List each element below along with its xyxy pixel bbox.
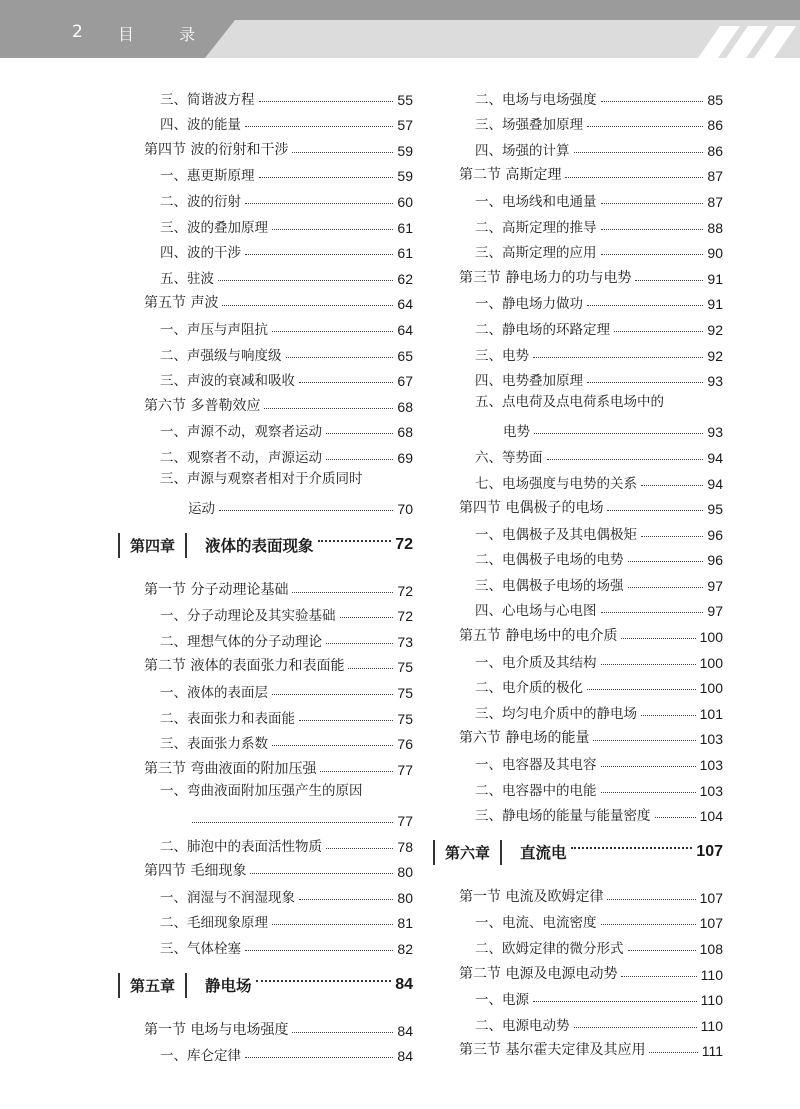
toc-entry <box>443 108 723 134</box>
chapter-heading <box>118 524 413 566</box>
dot-leader <box>628 561 704 562</box>
toc-entry <box>128 880 413 906</box>
entry-title: 一、电容器及其电容 <box>475 757 597 774</box>
page-number: 104 <box>699 808 723 825</box>
toc-entry <box>443 312 723 338</box>
toc-entry <box>443 364 723 390</box>
dot-leader <box>621 976 696 977</box>
dot-leader <box>587 305 703 306</box>
page-number: 107 <box>699 915 723 932</box>
dot-leader <box>326 643 393 644</box>
toc-entry <box>443 133 723 159</box>
chapter-title: 液体的表面现象 <box>205 537 314 556</box>
dot-leader <box>256 980 392 982</box>
entry-title: 一、分子动理论及其实验基础 <box>160 608 336 625</box>
page-number: 55 <box>397 91 413 108</box>
entry-title: 一、声源不动，观察者运动 <box>160 424 322 441</box>
dot-leader <box>641 715 696 716</box>
toc-entry <box>128 364 413 390</box>
page-number: 73 <box>397 633 413 650</box>
entry-title: 第六节 静电场的能量 <box>459 730 590 747</box>
dot-leader <box>574 1027 697 1028</box>
entry-title: 三、高斯定理的应用 <box>475 245 597 262</box>
page-number: 57 <box>397 117 413 134</box>
toc-entry-wrapped: 三、声源与观察者相对于介质同时 <box>160 470 363 487</box>
dot-leader <box>259 177 394 178</box>
page-number: 67 <box>397 373 413 390</box>
dot-leader <box>292 1032 393 1033</box>
page-number: 92 <box>707 347 723 364</box>
entry-title: 一、惠更斯原理 <box>160 168 255 185</box>
dot-leader <box>534 433 703 434</box>
toc-entry <box>443 415 723 441</box>
page-number: 69 <box>397 449 413 466</box>
page-number: 2 <box>72 22 83 42</box>
entry-title: 第三节 弯曲液面的附加压强 <box>144 760 317 777</box>
dot-leader <box>571 847 693 849</box>
dot-leader <box>601 101 704 102</box>
toc-section <box>443 722 723 748</box>
dot-leader <box>245 126 393 127</box>
entry-title: 二、表面张力和表面能 <box>160 710 295 727</box>
dot-leader <box>286 357 394 358</box>
page-number: 80 <box>397 889 413 906</box>
dot-leader <box>272 694 393 695</box>
page-number: 91 <box>707 296 723 313</box>
page-number: 103 <box>699 757 723 774</box>
page-number: 87 <box>707 168 723 185</box>
dot-leader <box>264 408 393 409</box>
toc-entry <box>443 1008 723 1034</box>
dot-leader <box>272 924 393 925</box>
page-number: 64 <box>397 296 413 313</box>
entry-title: 四、波的干涉 <box>160 245 241 262</box>
entry-title: 三、静电场的能量与能量密度 <box>475 808 651 825</box>
dot-leader <box>587 689 696 690</box>
dot-leader <box>326 459 393 460</box>
dot-leader <box>192 822 393 823</box>
dot-leader <box>340 617 394 618</box>
entry-title: 运动 <box>188 501 215 518</box>
toc-entry <box>128 829 413 855</box>
toc-entry <box>443 543 723 569</box>
page-number: 86 <box>707 142 723 159</box>
entry-title: 一、润湿与不润湿现象 <box>160 889 295 906</box>
dot-leader <box>641 485 703 486</box>
toc-entry <box>443 747 723 773</box>
toc-entry <box>443 210 723 236</box>
dot-leader <box>292 152 393 153</box>
toc-entry <box>128 338 413 364</box>
dot-leader <box>326 848 393 849</box>
entry-title: 二、静电场的环路定理 <box>475 321 610 338</box>
page-number: 96 <box>707 552 723 569</box>
toc-entry <box>128 803 413 829</box>
toc-entry <box>128 675 413 701</box>
page-number: 110 <box>700 966 723 983</box>
entry-title: 三、声波的衰减和吸收 <box>160 373 295 390</box>
page-number: 59 <box>397 142 413 159</box>
entry-title: 第五节 静电场中的电介质 <box>459 628 618 645</box>
toc-entry <box>128 727 413 753</box>
page-number: 95 <box>707 501 723 518</box>
entry-title: 第四节 毛细现象 <box>144 863 247 880</box>
entry-title: 三、气体栓塞 <box>160 941 241 957</box>
entry-title: 一、声压与声阻抗 <box>160 321 268 338</box>
dot-leader <box>614 331 703 332</box>
entry-title: 第四节 波的衍射和干涉 <box>144 141 289 158</box>
page-number: 70 <box>397 501 413 518</box>
page-number: 97 <box>707 603 723 620</box>
entry-title: 一、电流、电流密度 <box>475 915 597 932</box>
entry-title: 一、静电场力做功 <box>475 296 583 313</box>
toc-section <box>128 650 413 676</box>
entry-title: 电势 <box>503 424 530 441</box>
page-number: 100 <box>699 629 723 646</box>
entry-title: 六、等势面 <box>475 449 543 466</box>
entry-title: 第四节 电偶极子的电场 <box>459 500 604 517</box>
page-number: 92 <box>707 321 723 338</box>
dot-leader <box>601 792 696 793</box>
toc-section <box>128 389 413 415</box>
entry-title: 二、欧姆定律的微分形式 <box>475 941 624 957</box>
entry-title: 四、心电场与心电图 <box>475 603 597 620</box>
dot-leader <box>655 817 696 818</box>
entry-title: 四、电势叠加原理 <box>475 373 583 390</box>
page-number: 76 <box>397 736 413 753</box>
toc-entry <box>443 773 723 799</box>
page-number: 68 <box>397 424 413 441</box>
entry-title: 二、理想气体的分子动理论 <box>160 633 322 650</box>
page-number: 81 <box>397 915 413 932</box>
dot-leader <box>601 254 704 255</box>
toc-entry <box>128 624 413 650</box>
dot-leader <box>601 924 696 925</box>
page-number: 101 <box>699 705 723 722</box>
toc-entry <box>443 799 723 825</box>
page-number: 72 <box>395 536 413 554</box>
dot-leader <box>601 766 696 767</box>
entry-title: 二、高斯定理的推导 <box>475 219 597 236</box>
dot-leader <box>533 357 703 358</box>
entry-title: 一、电偶极子及其电偶极矩 <box>475 526 637 543</box>
page-number: 75 <box>397 710 413 727</box>
dot-leader <box>587 382 703 383</box>
page-number: 87 <box>707 193 723 210</box>
toc-section <box>443 261 723 287</box>
page-number: 72 <box>397 582 413 599</box>
page-number: 93 <box>707 373 723 390</box>
dot-leader <box>574 152 704 153</box>
entry-title: 三、表面张力系数 <box>160 736 268 753</box>
dot-leader <box>320 771 393 772</box>
dot-leader <box>628 587 704 588</box>
dot-leader <box>299 382 393 383</box>
page-number: 110 <box>700 1017 723 1034</box>
entry-title: 一、电介质及其结构 <box>475 654 597 671</box>
dot-leader <box>219 510 393 511</box>
entry-title: 二、声强级与响度级 <box>160 347 282 364</box>
dot-leader <box>565 177 703 178</box>
page-number: 88 <box>707 219 723 236</box>
toc-entry <box>443 287 723 313</box>
page-number: 77 <box>397 761 413 778</box>
entry-title: 第三节 静电场力的功与电势 <box>459 269 632 286</box>
page-number: 60 <box>397 193 413 210</box>
toc-right-column <box>443 82 723 1059</box>
entry-title: 一、液体的表面层 <box>160 685 268 702</box>
toc-entry <box>443 696 723 722</box>
toc-section <box>128 1013 413 1039</box>
toc-entry <box>128 210 413 236</box>
page-number: 108 <box>699 941 723 957</box>
dot-leader <box>299 720 393 721</box>
toc-entry <box>128 236 413 262</box>
dot-leader <box>601 203 704 204</box>
chapter-number: 第六章 <box>433 840 502 865</box>
toc-entry <box>443 594 723 620</box>
toc-section <box>128 287 413 313</box>
page-number: 84 <box>397 1048 413 1065</box>
entry-title: 二、电容器中的电能 <box>475 782 597 799</box>
chapter-title: 直流电 <box>520 844 567 863</box>
entry-title: 一、电源 <box>475 992 529 1009</box>
page-number: 97 <box>707 577 723 594</box>
page-number: 111 <box>701 1043 723 1060</box>
toc-entry <box>128 599 413 625</box>
page-number: 100 <box>699 654 723 671</box>
entry-title: 三、电势 <box>475 347 529 364</box>
entry-title: 二、观察者不动，声源运动 <box>160 449 322 466</box>
entry-title: 第二节 高斯定理 <box>459 167 562 184</box>
entry-title: 第五节 声波 <box>144 295 219 312</box>
dot-leader <box>601 612 704 613</box>
entry-title: 第三节 基尔霍夫定律及其应用 <box>459 1042 646 1059</box>
page-number: 107 <box>699 889 723 906</box>
dot-leader <box>245 254 393 255</box>
page-number: 100 <box>699 680 723 697</box>
toc-entry <box>443 517 723 543</box>
dot-leader <box>547 459 704 460</box>
toc-entry <box>443 671 723 697</box>
page-number: 110 <box>700 992 723 1009</box>
entry-title: 七、电场强度与电势的关系 <box>475 475 637 492</box>
page-number: 77 <box>397 813 413 830</box>
page-number: 78 <box>397 838 413 855</box>
dot-leader <box>272 745 393 746</box>
toc-entry <box>128 701 413 727</box>
toc-entry <box>443 338 723 364</box>
page-number: 84 <box>395 976 413 993</box>
dot-leader <box>607 899 695 900</box>
toc-section <box>128 573 413 599</box>
entry-title: 二、电介质的极化 <box>475 680 583 697</box>
dot-leader <box>621 638 695 639</box>
dot-leader <box>250 873 393 874</box>
page-number: 80 <box>397 864 413 881</box>
chapter-number: 第四章 <box>118 533 187 558</box>
page-number: 91 <box>707 270 723 287</box>
toc-entry <box>128 492 413 518</box>
entry-title: 第一节 电场与电场强度 <box>144 1021 289 1038</box>
dot-leader <box>635 280 703 281</box>
page-number: 68 <box>397 398 413 415</box>
dot-leader <box>245 950 393 951</box>
dot-leader <box>218 280 393 281</box>
dot-leader <box>299 899 393 900</box>
toc-entry <box>128 415 413 441</box>
page-number: 59 <box>397 168 413 185</box>
page-number: 65 <box>397 347 413 364</box>
chapter-title: 静电场 <box>205 977 252 995</box>
dot-leader <box>593 740 695 741</box>
toc-entry <box>443 184 723 210</box>
toc-entry <box>128 312 413 338</box>
chapter-number: 第五章 <box>118 973 187 998</box>
entry-title: 二、电源电动势 <box>475 1017 570 1034</box>
page-number: 86 <box>707 117 723 134</box>
entry-title: 二、波的衍射 <box>160 193 241 210</box>
page-number: 82 <box>397 941 413 957</box>
toc-entry <box>443 983 723 1009</box>
page-number: 85 <box>707 91 723 108</box>
entry-title: 四、场强的计算 <box>475 142 570 159</box>
entry-title: 一、电场线和电通量 <box>475 193 597 210</box>
entry-title: 第二节 电源及电源电动势 <box>459 965 618 982</box>
toc-section <box>443 619 723 645</box>
page-number: 103 <box>699 731 723 748</box>
page-number: 90 <box>707 245 723 262</box>
toc-entry <box>128 108 413 134</box>
page-number: 64 <box>397 321 413 338</box>
dot-leader <box>292 592 393 593</box>
dot-leader <box>533 1001 697 1002</box>
dot-leader <box>601 229 704 230</box>
page-number: 84 <box>397 1022 413 1039</box>
entry-title: 二、电场与电场强度 <box>475 91 597 108</box>
page-number: 94 <box>707 449 723 466</box>
dot-leader <box>628 950 696 951</box>
entry-title: 一、库仑定律 <box>160 1048 241 1065</box>
toc-section <box>443 492 723 518</box>
entry-title: 第二节 液体的表面张力和表面能 <box>144 658 345 675</box>
page-number: 61 <box>397 245 413 262</box>
chapter-heading <box>433 831 723 873</box>
page-header <box>0 0 800 58</box>
toc-entry <box>443 906 723 932</box>
toc-section <box>443 957 723 983</box>
page-number: 96 <box>707 526 723 543</box>
entry-title: 三、电偶极子电场的场强 <box>475 577 624 594</box>
dot-leader <box>259 101 394 102</box>
entry-title: 二、肺泡中的表面活性物质 <box>160 838 322 855</box>
dot-leader <box>245 203 393 204</box>
entry-title: 三、简谐波方程 <box>160 91 255 108</box>
toc-entry <box>443 440 723 466</box>
toc-entry <box>128 1039 413 1065</box>
page-number: 94 <box>707 475 723 492</box>
entry-title: 二、电偶极子电场的电势 <box>475 552 624 569</box>
toc-entry-wrapped: 一、弯曲液面附加压强产生的原因 <box>160 782 363 799</box>
entry-title: 第一节 电流及欧姆定律 <box>459 888 604 905</box>
dot-leader <box>348 668 393 669</box>
dot-leader <box>641 536 703 537</box>
page-number: 103 <box>699 782 723 799</box>
page-number: 72 <box>397 608 413 625</box>
toc-entry <box>443 931 723 957</box>
dot-leader <box>245 1057 393 1058</box>
toc-entry <box>128 440 413 466</box>
chapter-heading <box>118 964 413 1006</box>
toc-section <box>443 159 723 185</box>
dot-leader <box>272 331 393 332</box>
toc-section <box>443 1034 723 1060</box>
dot-leader <box>318 540 392 542</box>
page-number: 75 <box>397 659 413 676</box>
dot-leader <box>222 305 393 306</box>
toc-entry <box>443 568 723 594</box>
toc-section <box>128 133 413 159</box>
entry-title: 三、场强叠加原理 <box>475 117 583 134</box>
toc-entry <box>443 236 723 262</box>
dot-leader <box>272 229 393 230</box>
toc-entry <box>128 931 413 957</box>
toc-entry <box>443 645 723 671</box>
entry-title: 三、均匀电介质中的静电场 <box>475 705 637 722</box>
entry-title: 二、毛细现象原理 <box>160 915 268 932</box>
toc-section <box>128 752 413 778</box>
toc-entry <box>128 159 413 185</box>
entry-title: 三、波的叠加原理 <box>160 219 268 236</box>
page-number: 62 <box>397 270 413 287</box>
dot-leader <box>587 126 703 127</box>
page-number: 75 <box>397 685 413 702</box>
toc-entry <box>128 184 413 210</box>
toc-entry <box>128 82 413 108</box>
dot-leader <box>601 664 696 665</box>
toc-entry <box>443 466 723 492</box>
page-number: 107 <box>696 843 723 861</box>
page-number: 61 <box>397 219 413 236</box>
dot-leader <box>649 1052 697 1053</box>
toc-section <box>443 880 723 906</box>
page-title: 目 录 <box>118 25 216 44</box>
entry-title: 第六节 多普勒效应 <box>144 397 261 414</box>
dot-leader <box>607 510 703 511</box>
toc-section <box>128 855 413 881</box>
toc-left-column <box>128 82 413 1064</box>
dot-leader <box>326 433 393 434</box>
entry-title: 五、驻波 <box>160 270 214 287</box>
page-number: 93 <box>707 424 723 441</box>
entry-title: 第一节 分子动理论基础 <box>144 581 289 598</box>
toc-entry-wrapped: 五、点电荷及点电荷系电场中的 <box>475 394 664 411</box>
toc-entry <box>128 906 413 932</box>
entry-title: 四、波的能量 <box>160 117 241 134</box>
toc-entry <box>443 82 723 108</box>
toc-entry <box>128 261 413 287</box>
